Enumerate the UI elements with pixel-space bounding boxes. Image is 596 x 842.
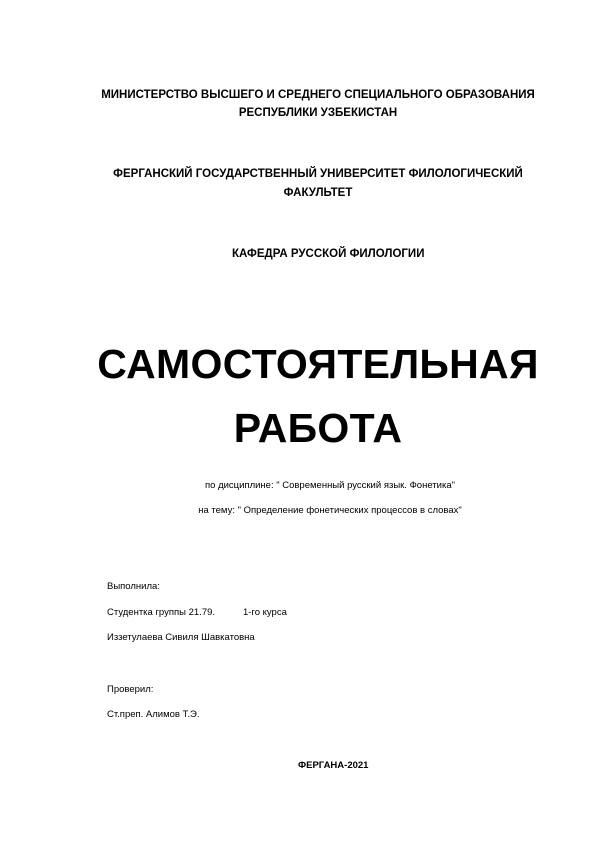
teacher-name: Ст.преп. Алимов Т.Э. [107, 709, 200, 720]
document-title-line-1: САМОСТОЯТЕЛЬНАЯ [97, 341, 539, 387]
discipline-line: по дисциплине: " Современный русский язык. Фонетика" [205, 480, 455, 491]
document-title-line-2: РАБОТА [233, 405, 403, 451]
student-name: Иззетулаева Сивиля Шавкатовна [107, 632, 255, 643]
university-line-2: ФАКУЛЬТЕТ [283, 187, 353, 199]
student-course: 1-го курса [243, 607, 287, 618]
ministry-line-1: МИНИСТЕРСТВО ВЫСШЕГО И СРЕДНЕГО СПЕЦИАЛЬНОГО ОБРАЗОВАНИЯ [101, 89, 535, 101]
topic-line: на тему: " Определение фонетических процессов в словах" [198, 505, 462, 516]
student-group: Студентка группы 21.79. [107, 607, 216, 618]
checked-label: Проверил: [107, 684, 154, 695]
department-name: КАФЕДРА РУССКОЙ ФИЛОЛОГИИ [232, 248, 425, 260]
city-year: ФЕРГАНА-2021 [298, 760, 369, 771]
performed-label: Выполнила: [107, 581, 160, 592]
university-line-1: ФЕРГАНСКИЙ ГОСУДАРСТВЕННЫЙ УНИВЕРСИТЕТ ФИЛОЛОГИЧЕСКИЙ [113, 168, 523, 180]
ministry-line-2: РЕСПУБЛИКИ УЗБЕКИСТАН [238, 107, 398, 119]
